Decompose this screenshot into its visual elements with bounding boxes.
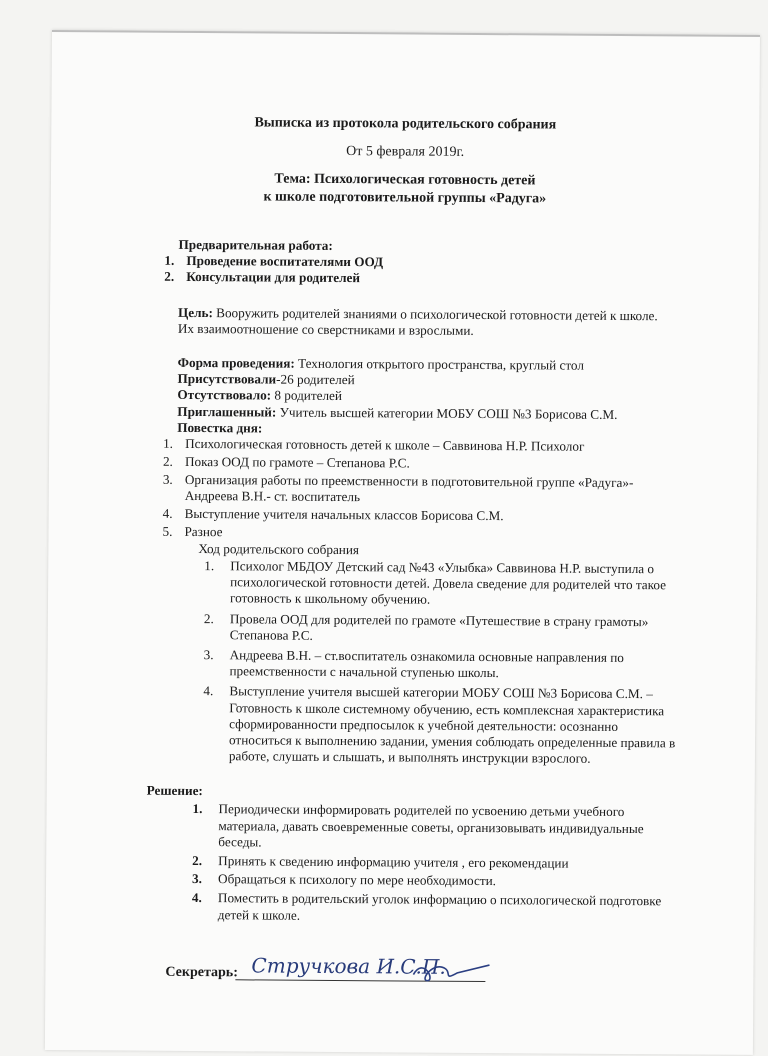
list-item-number: 3. [162,471,173,487]
list-item: Андреева В.Н.- ст. воспитатель [184,487,361,505]
list-item-number: 5. [162,523,173,539]
list-item-number: 2. [203,610,214,626]
list-item: Выступление учителя высшей категории МОБУ СОШ №3 Борисова С.М. – [229,683,653,702]
list-item-number: 4. [203,683,214,699]
list-item-number: 1. [204,558,215,574]
list-item: относиться к выполнению задании, умения соблюдать определенные правила в [228,732,676,751]
list-item: Показ ООД по грамоте – Степанова Р.С. [184,453,410,471]
list-item-number: 3. [192,871,203,887]
list-item: Психологическая готовность детей к школе – Саввинова Н.Р. Психолог [185,435,585,454]
meeting-date: От 5 февраля 2019г. [346,144,465,160]
list-item: Готовность к школе системному обучению, есть комплексная характеристика [229,699,665,718]
form-of-conduct: Форма проведения: Технология открытого пространства, круглый стол [177,354,584,373]
invited-guest: Приглашенный: Учитель высшей категории МОБУ СОШ №3 Борисова С.М. [177,403,618,422]
signature-scribble-icon [405,950,495,991]
list-item: готовность к школьному обучению. [229,590,431,608]
list-item: Организация работы по преемственности в подготовительной группе «Радуга»- [184,471,634,491]
list-item: детей к школе. [217,906,301,923]
list-item-number: 4. [162,505,173,521]
list-item-number: 1. [163,435,174,451]
theme-line-1: Тема: Психологическая готовность детей [274,171,536,189]
list-item: Психолог МБДОУ Детский сад №43 «Улыбка» Саввинова Н.Р. выступила о [230,558,655,577]
prework-heading: Предварительная работа: [178,236,333,253]
course-heading: Ход родительского собрания [198,541,360,558]
list-item: Разное [184,523,223,540]
secretary-label: Секретарь: [165,964,238,981]
list-item: Степанова Р.С. [229,627,313,643]
list-item-number: 2. [192,852,203,868]
document-title: Выписка из протокола родительского собрания [254,115,557,133]
absent-count: Отсутствовало: 8 родителей [177,386,343,404]
list-item-number: 3. [203,647,214,663]
prework-item: 1. Проведение воспитателями ООД [164,252,384,270]
list-item-number: 1. [192,801,203,817]
list-item-number: 4. [191,889,202,906]
handwritten-signature: Стручкова И.С.П. [251,953,446,979]
agenda-heading: Повестка дня: [177,419,263,436]
list-item: сформированности предпосылок к учебной деятельности: осознанно [229,716,619,734]
list-item: работе, слушать и слышать, и выполнять инструкции взрослого. [228,748,591,766]
decision-heading: Решение: [146,782,203,799]
list-item: Андреева В.Н. – ст.воспитатель ознакомила основные направления по [229,647,624,666]
theme-line-2: к школе подготовительной группы «Радуга» [263,189,547,207]
present-count: Присутствовали-26 родителей [177,370,355,388]
goal-line-1: Цель: Вооружить родителей знаниями о психологической готовности детей к школе. [177,304,658,324]
list-item: преемственности с начальной ступенью школы. [229,663,499,681]
list-item: Провела ООД для родителей по грамоте «Путешествие в страну грамоты» [229,610,649,629]
list-item: психологической готовности детей. Довела сведение для родителей что такое [230,574,667,593]
prework-item: 2. Консультации для родителей [164,268,361,286]
list-item: Периодически информировать родителей по усвоению детьми учебного [218,801,625,820]
document-page [45,30,760,1055]
list-item: Поместить в родительский уголок информацию о психологической подготовке [217,890,662,909]
goal-line-2: Их взаимоотношение со сверстниками и взрослыми. [177,320,474,338]
list-item: материала, давать своевременные советы, организовывать индивидуальные [218,817,644,836]
list-item: беседы. [218,834,262,850]
list-item: Принять к сведению информацию учителя , его рекомендации [218,852,569,871]
list-item: Выступление учителя начальных классов Борисова С.М. [184,505,504,524]
list-item: Обращаться к психологу по мере необходимости. [218,871,497,889]
list-item-number: 2. [162,453,173,469]
